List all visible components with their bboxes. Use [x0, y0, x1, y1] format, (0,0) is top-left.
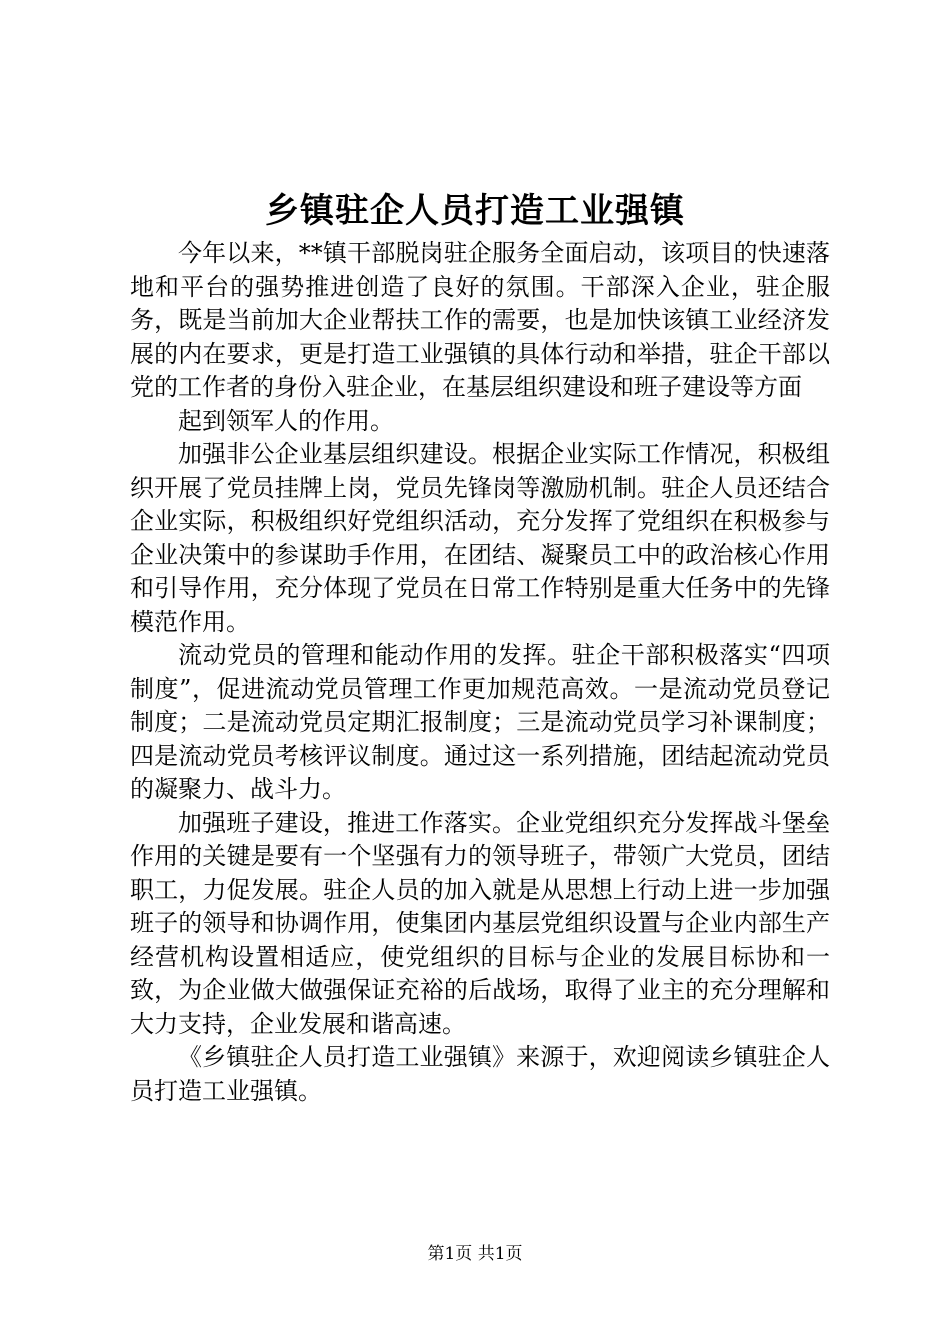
paragraph-leadership-team: 加强班子建设，推进工作落实。企业党组织充分发挥战斗堡垒作用的关键是要有一个坚强有力的领导班子，带领广大党员，团结职工，力促发展。驻企人员的加入就是从思想上行动上进一步加强班子的领导和协调作用，使集团内基层党组织设置与企业内部生产经营机构设置相适应，使党组织的目标与企业的发展目标协和一致，为企业做大做强保证充裕的后战场，取得了业主的充分理解和大力支持，企业发展和谐高速。: [130, 808, 830, 1038]
document-body: [130, 237, 830, 1108]
paragraph-grassroots-organization: 加强非公企业基层组织建设。根据企业实际工作情况，积极组织开展了党员挂牌上岗，党员先锋岗等激励机制。驻企人员还结合企业实际，积极组织好党组织活动，充分发挥了党组织在积极参与企业决策中的参谋助手作用，在团结、凝聚员工中的政治核心作用和引导作用，充分体现了党员在日常工作特别是重大任务中的先锋模范作用。: [130, 440, 830, 636]
paragraph-source-note: 《乡镇驻企人员打造工业强镇》来源于，欢迎阅读乡镇驻企人员打造工业强镇。: [130, 1043, 830, 1105]
paragraph-intro-continued: 起到领军人的作用。: [178, 406, 394, 435]
page-number-footer: 第1页 共1页: [427, 1244, 523, 1264]
paragraph-intro: 今年以来，**镇干部脱岗驻企服务全面启动，该项目的快速落地和平台的强势推进创造了良好的氛围。干部深入企业，驻企服务，既是当前加大企业帮扶工作的需要，也是加快该镇工业经济发展的内在要求，更是打造工业强镇的具体行动和举措，驻企干部以党的工作者的身份入驻企业，在基层组织建设和班子建设等方面: [130, 239, 830, 401]
document-title: 乡镇驻企人员打造工业强镇: [265, 191, 685, 231]
paragraph-mobile-party-members: 流动党员的管理和能动作用的发挥。驻企干部积极落实“四项制度”，促进流动党员管理工作更加规范高效。一是流动党员登记制度；二是流动党员定期汇报制度；三是流动党员学习补课制度；四是流动党员考核评议制度。通过这一系列措施，团结起流动党员的凝聚力、战斗力。: [130, 641, 830, 803]
